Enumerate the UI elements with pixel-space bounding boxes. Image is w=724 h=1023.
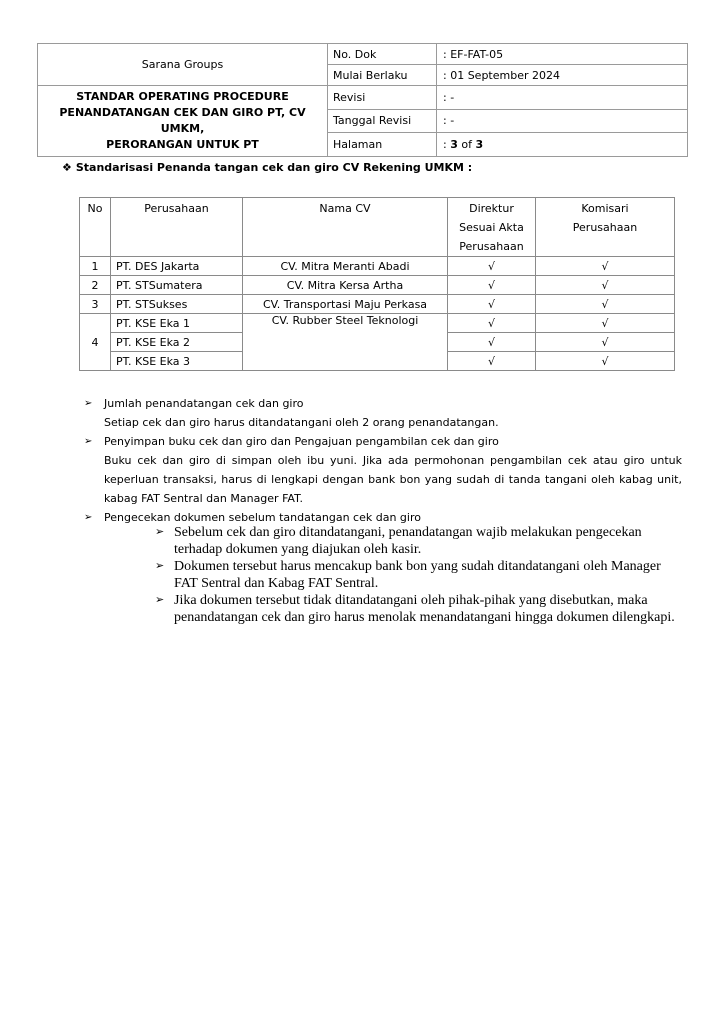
header-label-no-dok: No. Dok xyxy=(328,44,437,65)
section-heading-text: Standarisasi Penanda tangan cek dan giro CV Rekening UMKM : xyxy=(75,161,473,174)
arrow-bullet-icon: ➢ xyxy=(155,560,165,572)
cell-komisari-check: √ xyxy=(536,352,675,371)
cell-komisari-check: √ xyxy=(536,295,675,314)
col-header-direktur xyxy=(448,198,536,257)
document-title-line: PENANDATANGAN CEK DAN GIRO PT, CV UMKM, xyxy=(59,106,306,135)
signatory-table xyxy=(79,197,675,371)
cell-direktur-check: √ xyxy=(448,352,536,371)
bullet-title: Penyimpan buku cek dan giro dan Pengajuan pengambilan cek dan giro xyxy=(104,435,499,448)
document-title xyxy=(38,86,328,157)
cell-perusahaan: PT. DES Jakarta xyxy=(111,257,243,276)
arrow-bullet-icon: ➢ xyxy=(84,512,93,523)
bullet-title: Jumlah penandatangan cek dan giro xyxy=(104,397,304,410)
header-value-no-dok: : EF-FAT-05 xyxy=(437,44,688,65)
sub-bullet-text: Jika dokumen tersebut tidak ditandatangani oleh pihak-pihak yang disebutkan, maka penandatangan cek dan giro harus menolak menandatangani hingga dokumen dilengkapi. xyxy=(174,593,675,625)
col-header-no: No xyxy=(80,198,111,257)
cell-no: 2 xyxy=(80,276,111,295)
halaman-of: of xyxy=(457,138,476,152)
col-header-direktur-line: Perusahaan xyxy=(459,240,524,253)
bullet-item xyxy=(84,432,682,451)
cell-nama-cv: CV. Rubber Steel Teknologi xyxy=(243,314,448,371)
arrow-bullet-icon: ➢ xyxy=(155,526,165,538)
cell-direktur-check: √ xyxy=(448,295,536,314)
bullet-item xyxy=(84,394,682,413)
halaman-total: 3 xyxy=(475,138,484,152)
cell-komisari-check: √ xyxy=(536,333,675,352)
sub-bullet-text: Sebelum cek dan giro ditandatangani, penandatangan wajib melakukan pengecekan terhadap dokumen yang diajukan oleh kasir. xyxy=(174,525,642,557)
arrow-bullet-icon: ➢ xyxy=(84,398,93,409)
cell-no: 1 xyxy=(80,257,111,276)
table-row xyxy=(80,257,675,276)
cell-komisari-check: √ xyxy=(536,276,675,295)
table-header-row xyxy=(80,198,675,257)
header-label-revisi: Revisi xyxy=(328,86,437,110)
col-header-direktur-line: Direktur xyxy=(469,202,514,215)
header-label-tanggal-revisi: Tanggal Revisi xyxy=(328,109,437,133)
col-header-komisari-line: Komisari xyxy=(581,202,629,215)
cell-komisari-check: √ xyxy=(536,314,675,333)
procedure-bullets xyxy=(84,394,682,527)
col-header-perusahaan: Perusahaan xyxy=(111,198,243,257)
halaman-current: 3 xyxy=(450,138,458,152)
table-row xyxy=(80,295,675,314)
cell-direktur-check: √ xyxy=(448,333,536,352)
cell-perusahaan: PT. STSukses xyxy=(111,295,243,314)
document-header-table xyxy=(37,43,688,157)
cell-nama-cv: CV. Mitra Kersa Artha xyxy=(243,276,448,295)
cell-direktur-check: √ xyxy=(448,257,536,276)
header-value-revisi: : - xyxy=(437,86,688,110)
cell-no: 4 xyxy=(80,314,111,371)
cell-no: 3 xyxy=(80,295,111,314)
col-header-nama-cv: Nama CV xyxy=(243,198,448,257)
col-header-komisari-line: Perusahaan xyxy=(572,221,638,234)
header-value-mulai-berlaku: : 01 September 2024 xyxy=(437,65,688,86)
sub-bullet-item xyxy=(155,558,675,592)
cell-komisari-check: √ xyxy=(536,257,675,276)
cell-perusahaan: PT. KSE Eka 3 xyxy=(111,352,243,371)
cell-direktur-check: √ xyxy=(448,276,536,295)
header-label-halaman: Halaman xyxy=(328,133,437,157)
document-title-line: PERORANGAN UNTUK PT xyxy=(106,138,259,151)
sub-bullet-item xyxy=(155,524,675,558)
sub-bullet-item xyxy=(155,592,675,626)
table-row xyxy=(80,314,675,333)
diamond-bullet-icon: ❖ xyxy=(62,161,72,174)
header-value-halaman xyxy=(437,133,688,157)
table-row xyxy=(80,276,675,295)
arrow-bullet-icon: ➢ xyxy=(84,436,93,447)
cell-nama-cv: CV. Mitra Meranti Abadi xyxy=(243,257,448,276)
halaman-prefix: : xyxy=(443,138,451,152)
cell-perusahaan: PT. KSE Eka 1 xyxy=(111,314,243,333)
sub-bullet-text: Dokumen tersebut harus mencakup bank bon yang sudah ditandatangani oleh Manager FAT Sentral dan Kabag FAT Sentral. xyxy=(174,559,661,591)
header-value-tanggal-revisi: : - xyxy=(437,109,688,133)
col-header-komisari xyxy=(536,198,675,257)
bullet-body: Setiap cek dan giro harus ditandatangani oleh 2 orang penandatangan. xyxy=(104,416,499,429)
cell-nama-cv: CV. Transportasi Maju Perkasa xyxy=(243,295,448,314)
document-title-line: STANDAR OPERATING PROCEDURE xyxy=(76,90,289,103)
cell-direktur-check: √ xyxy=(448,314,536,333)
cell-perusahaan: PT. STSumatera xyxy=(111,276,243,295)
cell-perusahaan: PT. KSE Eka 2 xyxy=(111,333,243,352)
bullet-body: Buku cek dan giro di simpan oleh ibu yuni. Jika ada permohonan pengambilan cek atau giro untuk keperluan transaksi, harus di lengkapi dengan bank bon yang sudah di tanda tangani oleh kabag unit, kabag FAT Sentral dan Manager FAT. xyxy=(104,454,682,505)
col-header-direktur-line: Sesuai Akta xyxy=(459,221,524,234)
section-heading xyxy=(62,161,472,174)
company-name: Sarana Groups xyxy=(38,44,328,86)
bullet-title: Pengecekan dokumen sebelum tandatangan cek dan giro xyxy=(104,511,421,524)
sub-bullets xyxy=(155,524,675,626)
header-label-mulai-berlaku: Mulai Berlaku xyxy=(328,65,437,86)
arrow-bullet-icon: ➢ xyxy=(155,594,165,606)
